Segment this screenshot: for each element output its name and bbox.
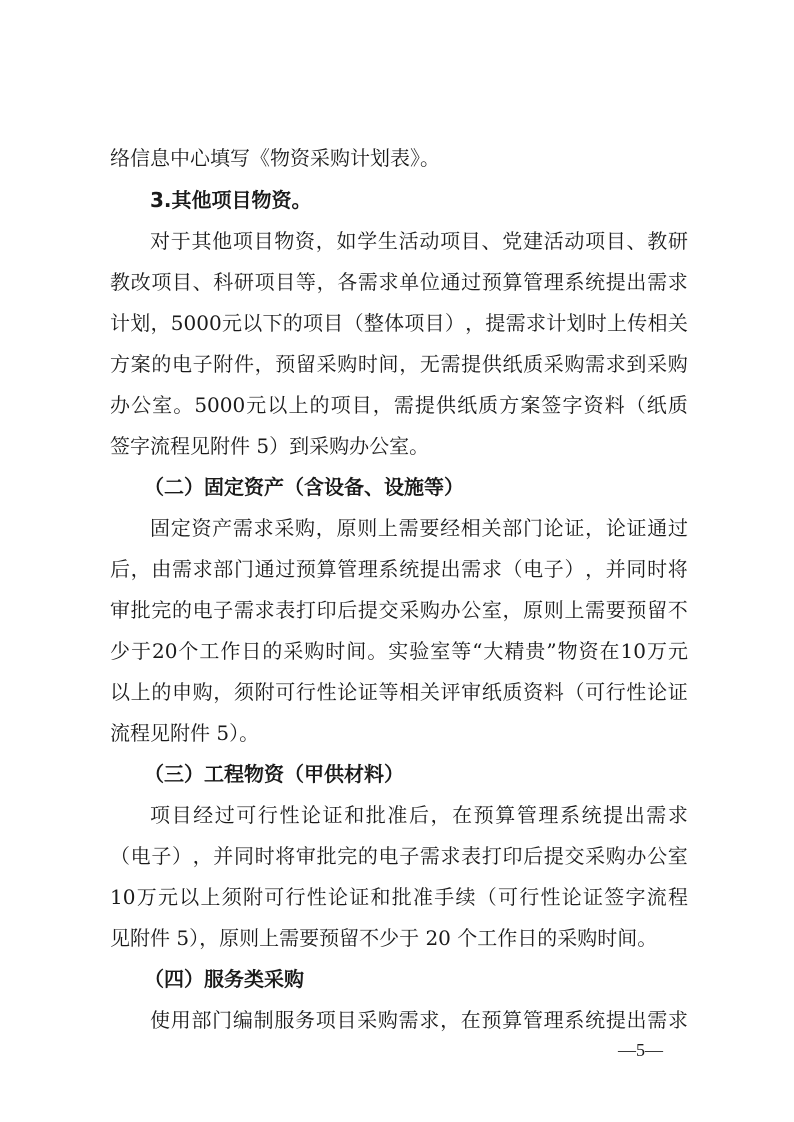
heading-text: 3.其他项目物资。 bbox=[150, 188, 312, 212]
text-line bbox=[0, 1000, 794, 1040]
paragraph-text: 对 于 其 他 项 目 物 资 ， 如 学 生 活 动 项 目 、 党 建 活 动 项 目 、 教 研 bbox=[150, 229, 688, 253]
paragraph-text: 少 于 20 个 工 作 日 的 采 购 时 间 。 实 验 室 等 “ 大 精 贵 ” 物 资 在 10 万 元 bbox=[110, 639, 688, 663]
paragraph-text: 教 改 项 目 、 科 研 项 目 等 ， 各 需 求 单 位 通 过 预 算 管 理 系 统 提 出 需 求 bbox=[110, 270, 688, 294]
text-line bbox=[0, 795, 794, 835]
text-line bbox=[0, 877, 794, 917]
text-line bbox=[0, 138, 794, 178]
paragraph-text: 计 划 ， 5000 元 以 下 的 项 目 （ 整 体 项 目 ） ， 提 需 求 计 划 时 上 传 相 关 bbox=[110, 311, 688, 335]
paragraph-text: 以 上 的 申 购 ， 须 附 可 行 性 论 证 等 相 关 评 审 纸 质 资 料 （ 可 行 性 论 证 bbox=[110, 680, 688, 704]
section-heading bbox=[0, 180, 794, 220]
section-heading bbox=[0, 467, 794, 507]
paragraph-text: 方 案 的 电 子 附 件 ， 预 留 采 购 时 间 ， 无 需 提 供 纸 质 采 购 需 求 到 采 购 bbox=[110, 352, 688, 376]
paragraph-text: 签字流程见附件 5）到采购办公室。 bbox=[110, 434, 430, 458]
page-number: —5— bbox=[618, 1040, 663, 1060]
text-line bbox=[0, 549, 794, 589]
section-heading bbox=[0, 959, 794, 999]
paragraph-text: （ 电 子 ） ， 并 同 时 将 审 批 完 的 电 子 需 求 表 打 印 后 提 交 采 购 办 公 室 bbox=[110, 844, 688, 868]
text-line bbox=[0, 426, 794, 466]
text-line bbox=[0, 713, 794, 753]
text-line bbox=[0, 262, 794, 302]
text-line bbox=[0, 303, 794, 343]
text-line bbox=[0, 631, 794, 671]
section-heading bbox=[0, 754, 794, 794]
paragraph-text: 络信息中心填写《物资采购计划表》。 bbox=[110, 146, 440, 170]
text-line bbox=[0, 672, 794, 712]
paragraph-text: 见附件 5），原则上需要预留不少于 20 个工作日的采购时间。 bbox=[110, 926, 658, 950]
heading-text: （三）工程物资（甲供材料） bbox=[144, 762, 404, 786]
text-line bbox=[0, 918, 794, 958]
paragraph-text: 后 ， 由 需 求 部 门 通 过 预 算 管 理 系 统 提 出 需 求 （ 电 子 ） ， 并 同 时 将 bbox=[110, 557, 688, 581]
text-line bbox=[0, 508, 794, 548]
text-line bbox=[0, 385, 794, 425]
text-line bbox=[0, 590, 794, 630]
heading-text: （四）服务类采购 bbox=[144, 967, 304, 991]
paragraph-text: 10 万 元 以 上 须 附 可 行 性 论 证 和 批 准 手 续 （ 可 行 性 论 证 签 字 流 程 bbox=[110, 885, 688, 909]
paragraph-text: 流程见附件 5）。 bbox=[110, 721, 260, 745]
paragraph-text: 办 公 室 。 5000 元 以 上 的 项 目 ， 需 提 供 纸 质 方 案 签 字 资 料 （ 纸 质 bbox=[110, 393, 688, 417]
paragraph-text: 项 目 经 过 可 行 性 论 证 和 批 准 后 ， 在 预 算 管 理 系 统 提 出 需 求 bbox=[150, 803, 688, 827]
heading-text: （二）固定资产（含设备、设施等） bbox=[144, 475, 464, 499]
paragraph-text: 使 用 部 门 编 制 服 务 项 目 采 购 需 求 ， 在 预 算 管 理 系 统 提 出 需 求 bbox=[150, 1008, 688, 1032]
text-line bbox=[0, 344, 794, 384]
paragraph-text: 固 定 资 产 需 求 采 购 ， 原 则 上 需 要 经 相 关 部 门 论 证 ， 论 证 通 过 bbox=[150, 516, 688, 540]
text-line bbox=[0, 836, 794, 876]
paragraph-text: 审 批 完 的 电 子 需 求 表 打 印 后 提 交 采 购 办 公 室 ， 原 则 上 需 要 预 留 不 bbox=[110, 598, 688, 622]
text-line bbox=[0, 221, 794, 261]
